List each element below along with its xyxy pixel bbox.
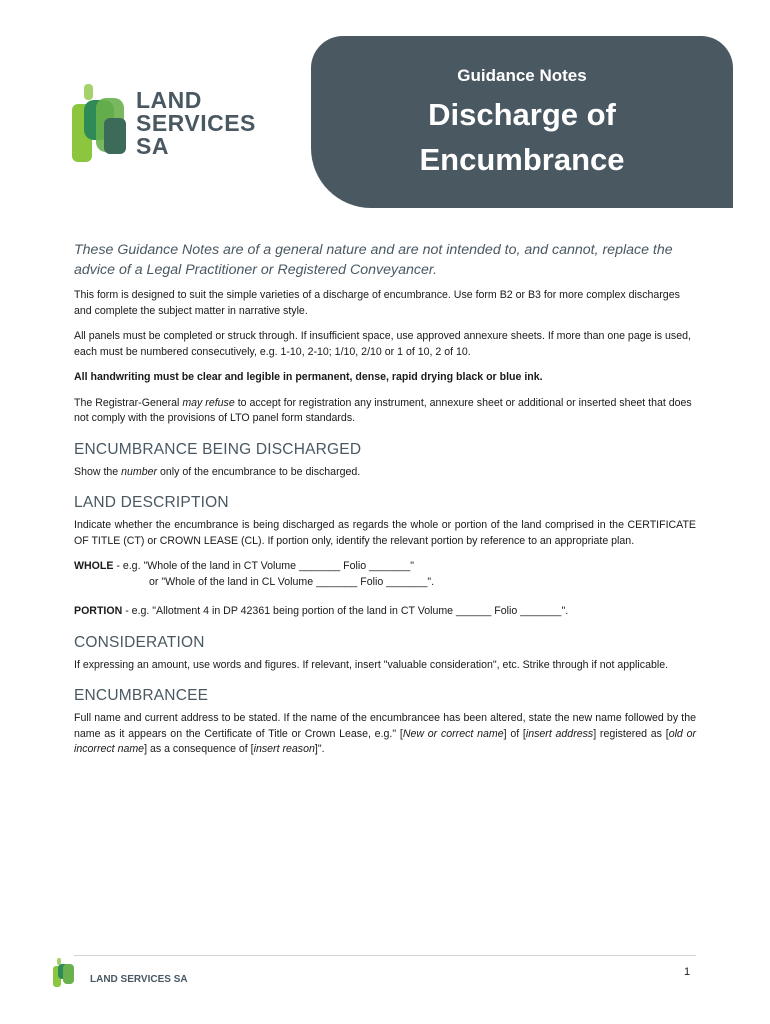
- header-subtitle: Guidance Notes: [457, 66, 587, 85]
- section-consideration-body: If expressing an amount, use words and figures. If relevant, insert "valuable consideration", etc. Strike through if not applicable.: [74, 658, 669, 671]
- header-banner: [311, 36, 733, 208]
- s4-text-c: ] registered as [: [593, 727, 669, 740]
- document-title: [311, 92, 733, 182]
- footer-org-name: LAND SERVICES SA: [90, 974, 188, 985]
- registrar-text-b: to accept for registration any instrument, annexure sheet or additional or inserted sheet that does not comply with the provisions of LTO panel form standards.: [74, 396, 692, 424]
- s4-text-e: ]".: [314, 743, 325, 755]
- s4-emphasis-3: old or incorrect name: [74, 727, 697, 755]
- s4-text-b: ] of [: [503, 727, 526, 740]
- whole-example-line1: - e.g. "Whole of the land in CT Volume _______ Folio _______": [113, 560, 415, 572]
- footer-leaf-top: [57, 958, 61, 965]
- title-line-1: Discharge of: [428, 97, 616, 132]
- s4-emphasis-4: insert reason: [253, 743, 315, 755]
- whole-example-line2: or "Whole of the land in CL Volume _______ Folio _______".: [149, 575, 435, 588]
- heading-consideration: CONSIDERATION: [74, 633, 205, 651]
- logo-word-services: SERVICES: [136, 110, 256, 136]
- section-land-description-body: Indicate whether the encumbrance is being discharged as regards the whole or portion of the land comprised in the CERTIFICATE OF TITLE (CT) or CROWN LEASE (CL). If portion only, identify the relevant portion by reference to an appropriate plan.: [74, 519, 696, 547]
- logo-leaf-top: [84, 84, 93, 100]
- paragraph-registrar: [74, 396, 696, 427]
- footer-leaf-mid: [63, 964, 74, 984]
- example-portion: [74, 604, 696, 620]
- registrar-text-a: The Registrar-General: [74, 396, 183, 409]
- s4-emphasis-2: insert address: [525, 727, 594, 740]
- heading-encumbrance-discharged: ENCUMBRANCE BEING DISCHARGED: [74, 440, 362, 458]
- page-number: 1: [684, 966, 691, 978]
- section-encumbrance-discharged-body: [74, 465, 696, 481]
- footer-logo-icon: [52, 958, 80, 988]
- s1-text-b: only of the encumbrance to be discharged.: [157, 465, 361, 478]
- heading-encumbrancee: ENCUMBRANCEE: [74, 687, 209, 704]
- whole-label: WHOLE: [74, 560, 114, 572]
- logo-wordmark: [136, 89, 256, 158]
- s4-text-d: ] as a consequence of [: [144, 743, 254, 755]
- portion-label: PORTION: [74, 605, 123, 617]
- intro-disclaimer: These Guidance Notes are of a general nature and are not intended to, and cannot, replace the advice of a Legal Practitioner or Registered Conveyancer.: [74, 242, 673, 278]
- logo-leaf-shadow: [104, 118, 126, 154]
- s4-text-a: Full name and current address to be stated. If the name of the encumbrancee has been altered, state the new name followed by the name as it appears on the Certificate of Title or Crown Lease, e.g." [: [74, 712, 696, 740]
- guidance-content: [74, 240, 696, 768]
- paragraph-panels: All panels must be completed or struck through. If insufficient space, use approved annexure sheets. If more than one page is used, each must be numbered consecutively, e.g. 1-10, 2-10; 1/10, 2/10 or 1 of 10, 2 of 10.: [74, 330, 691, 358]
- logo-word-sa: SA: [136, 133, 169, 159]
- title-line-2: Encumbrance: [419, 142, 625, 177]
- s1-emphasis: number: [121, 465, 158, 478]
- portion-example: - e.g. "Allotment 4 in DP 42361 being portion of the land in CT Volume ______ Folio _______".: [122, 605, 569, 617]
- s4-emphasis-1: New or correct name: [402, 727, 504, 740]
- paragraph-form-purpose: This form is designed to suit the simple varieties of a discharge of encumbrance. Use form B2 or B3 for more complex discharges and complete the subject matter in narrative style.: [74, 289, 680, 317]
- logo-word-land: LAND: [136, 87, 202, 113]
- footer-divider: [74, 955, 696, 956]
- section-encumbrancee-body: [74, 711, 696, 758]
- paragraph-handwriting: All handwriting must be clear and legible in permanent, dense, rapid drying black or blue ink.: [74, 371, 543, 383]
- s1-text-a: Show the: [74, 465, 122, 478]
- example-whole: [74, 559, 696, 575]
- heading-land-description: LAND DESCRIPTION: [74, 494, 229, 511]
- registrar-emphasis: may refuse: [182, 396, 235, 409]
